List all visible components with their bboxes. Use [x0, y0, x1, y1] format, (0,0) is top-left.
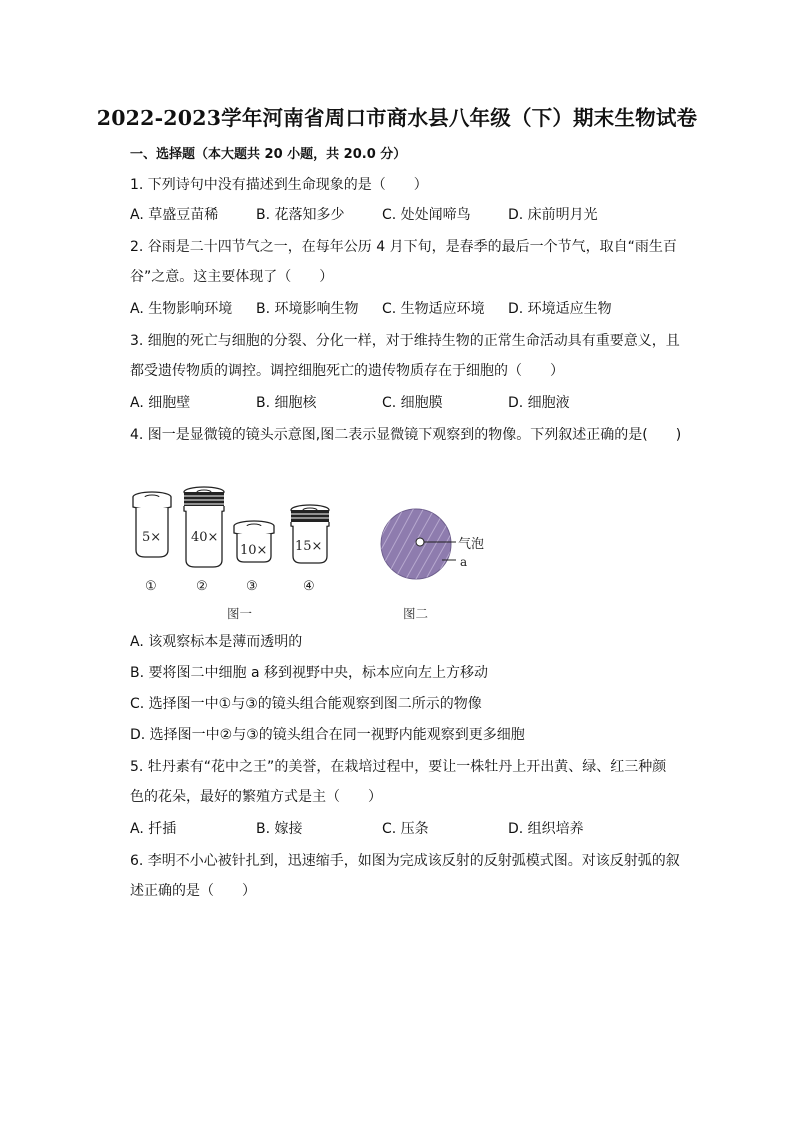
cell-label: a: [460, 555, 468, 569]
lens-4-mag: 15×: [295, 539, 323, 554]
q1-option-a: A. 草盛豆苗稀: [130, 207, 219, 223]
q1-option-c: C. 处处闻啼鸟: [382, 207, 471, 223]
question-5-stem-line-2: 色的花朵，最好的繁殖方式是主（ ）: [130, 789, 382, 805]
microscope-figure: [120, 478, 520, 623]
lens-1-mag: 5×: [142, 530, 162, 545]
q4-option-b: B. 要将图二中细胞 a 移到视野中央，标本应向左上方移动: [130, 665, 488, 681]
q2-option-a: A. 生物影响环境: [130, 301, 233, 317]
q2-option-d: D. 环境适应生物: [508, 301, 612, 317]
q5-option-a: A. 扦插: [130, 821, 177, 837]
q2-option-c: C. 生物适应环境: [382, 301, 485, 317]
question-4-stem: 4. 图一是显微镜的镜头示意图,图二表示显微镜下观察到的物像。下列叙述正确的是( ): [130, 427, 682, 443]
q3-option-d: D. 细胞液: [508, 395, 570, 411]
question-3-stem-line-1: 3. 细胞的死亡与细胞的分裂、分化一样，对于维持生物的正常生命活动具有重要意义，且: [130, 333, 680, 349]
lens-5x: [133, 492, 171, 557]
caption-figure-1: 图一: [227, 606, 253, 621]
air-bubble: [416, 538, 424, 546]
lens-2-mag: 40×: [191, 530, 219, 545]
q4-option-c: C. 选择图一中①与③的镜头组合能观察到图二所示的物像: [130, 696, 482, 712]
exam-title: 2022-2023学年河南省周口市商水县八年级（下）期末生物试卷: [96, 106, 698, 130]
q3-option-b: B. 细胞核: [256, 395, 317, 411]
lens-1-num: ①: [145, 579, 157, 594]
caption-figure-2: 图二: [403, 606, 429, 621]
q3-option-a: A. 细胞壁: [130, 395, 191, 411]
question-1-stem: 1. 下列诗句中没有描述到生命现象的是（ ）: [130, 177, 428, 193]
q4-option-d: D. 选择图一中②与③的镜头组合在同一视野内能观察到更多细胞: [130, 727, 525, 743]
q5-option-b: B. 嫁接: [256, 821, 303, 837]
lens-4-num: ④: [303, 579, 315, 594]
q4-option-a: A. 该观察标本是薄而透明的: [130, 634, 303, 650]
q5-option-d: D. 组织培养: [508, 821, 584, 837]
bubble-label: 气泡: [458, 537, 485, 552]
q1-option-b: B. 花落知多少: [256, 207, 345, 223]
question-2-stem-line-1: 2. 谷雨是二十四节气之一，在每年公历 4 月下旬，是春季的最后一个节气，取自“雨生百: [130, 239, 677, 255]
question-6-stem-line-1: 6. 李明不小心被针扎到，迅速缩手，如图为完成该反射的反射弧模式图。对该反射弧的叙: [130, 853, 680, 869]
field-of-view: [368, 504, 464, 586]
lens-3-num: ③: [246, 579, 258, 594]
q3-option-c: C. 细胞膜: [382, 395, 443, 411]
section-heading: 一、选择题（本大题共 20 小题，共 20.0 分）: [130, 147, 407, 162]
question-5-stem-line-1: 5. 牡丹素有“花中之王”的美誉，在栽培过程中，要让一株牡丹上开出黄、绿、红三种颜: [130, 759, 667, 775]
question-6-stem-line-2: 述正确的是（ ）: [130, 883, 256, 899]
question-3-stem-line-2: 都受遗传物质的调控。调控细胞死亡的遗传物质存在于细胞的（ ）: [130, 363, 564, 379]
q1-option-d: D. 床前明月光: [508, 207, 598, 223]
question-2-stem-line-2: 谷”之意。这主要体现了（ ）: [130, 269, 334, 285]
q2-option-b: B. 环境影响生物: [256, 301, 359, 317]
lens-15x: [291, 505, 329, 563]
q5-option-c: C. 压条: [382, 821, 429, 837]
lens-40x: [184, 487, 224, 567]
lens-2-num: ②: [196, 579, 208, 594]
lens-3-mag: 10×: [240, 543, 268, 558]
